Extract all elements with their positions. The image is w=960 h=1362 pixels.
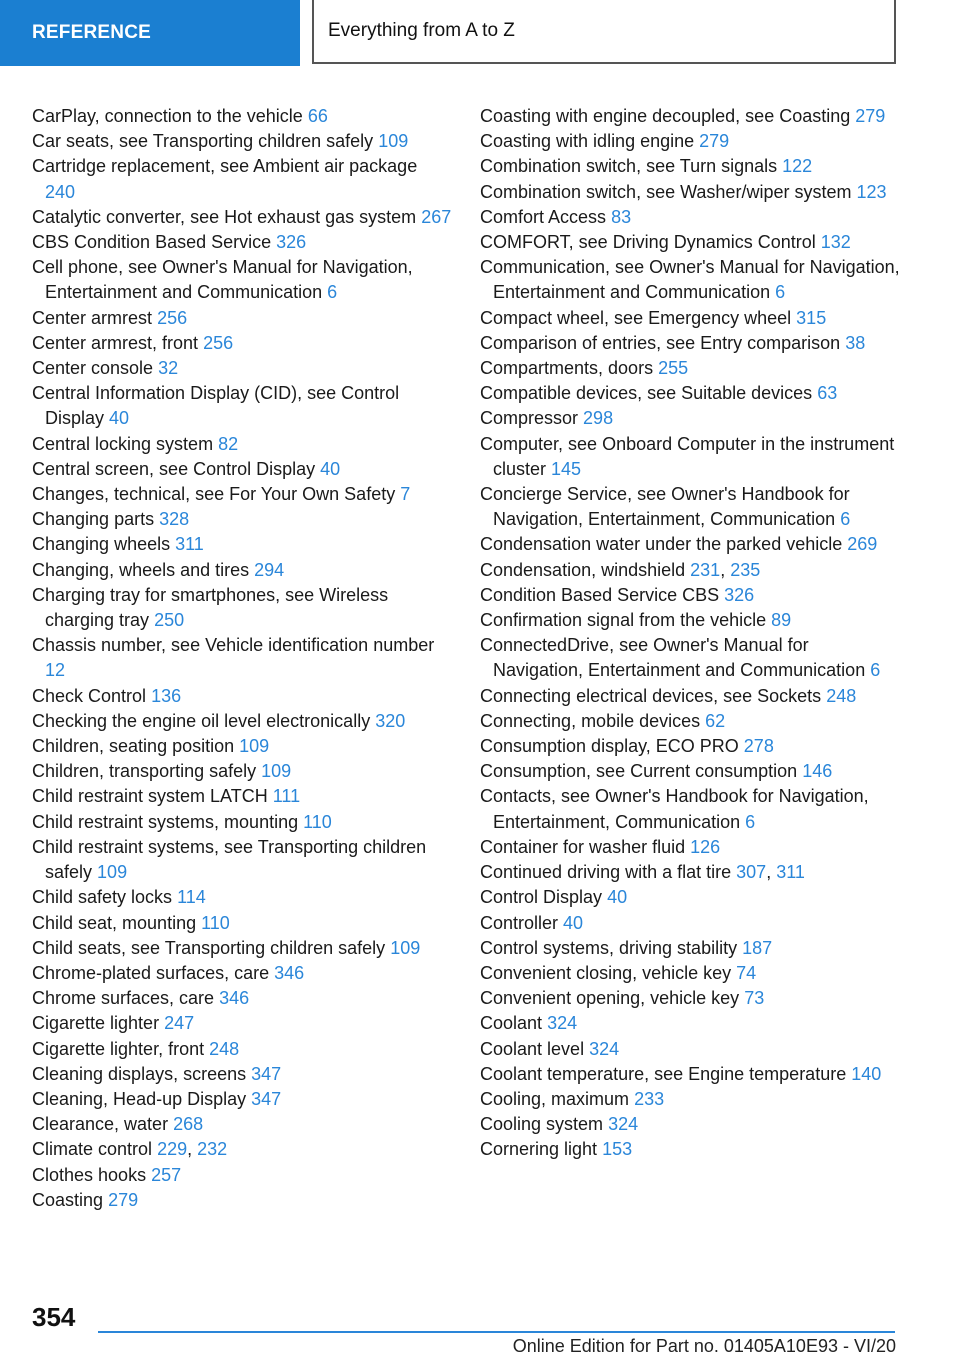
page-reference-link[interactable]: 235 (730, 559, 761, 580)
page-reference-link[interactable]: 123 (856, 181, 887, 202)
index-entry (32, 532, 452, 557)
page-reference-link[interactable]: 231 (690, 559, 721, 580)
index-entry-text: Children, seating position (32, 736, 235, 757)
index-entry-text: Convenient opening, vehicle key (480, 988, 740, 1009)
index-entry-text: Continued driving with a flat tire (480, 862, 732, 883)
index-entry (480, 255, 900, 305)
index-entry (32, 835, 452, 885)
page-reference-link[interactable]: 111 (272, 786, 301, 807)
index-entry (32, 432, 452, 457)
page-reference-link[interactable]: 74 (736, 962, 757, 983)
page-reference-link[interactable]: 257 (151, 1164, 182, 1185)
index-entry (32, 482, 452, 507)
index-entry (480, 734, 900, 759)
page-reference-link[interactable]: 250 (154, 610, 185, 631)
index-entry (32, 230, 452, 255)
index-entry (32, 986, 452, 1011)
page-reference-link[interactable]: 110 (201, 912, 230, 933)
index-entry-text: Child restraint system LATCH (32, 786, 268, 807)
index-entry (32, 709, 452, 734)
page-reference-link[interactable]: 248 (826, 685, 857, 706)
page-reference-link[interactable]: 40 (320, 458, 341, 479)
index-entry-text: Compartments, doors (480, 358, 654, 379)
index-entry-text: Condition Based Service CBS (480, 584, 720, 605)
index-entry-text: Climate control (32, 1139, 153, 1160)
index-entry (480, 381, 900, 406)
page-reference-link[interactable]: 229 (157, 1139, 188, 1160)
index-entry-text: COMFORT, see Driving Dynamics Control (480, 232, 816, 253)
index-entry-text: Center armrest, front (32, 332, 199, 353)
index-entry-text: Center armrest (32, 307, 153, 328)
section-title: Everything from A to Z (312, 0, 896, 64)
index-entry-text: Cooling, maximum (480, 1088, 630, 1109)
index-entry-text: Connecting, mobile devices (480, 710, 701, 731)
page-reference-link[interactable]: 73 (744, 988, 765, 1009)
page-reference-link[interactable]: 136 (151, 685, 182, 706)
index-entry-text: Central locking system (32, 433, 214, 454)
index-entry-text: Central screen, see Control Display (32, 458, 316, 479)
page-reference-link[interactable]: 269 (847, 534, 878, 555)
index-entry (480, 104, 900, 129)
index-entry (480, 482, 900, 532)
index-entry (32, 457, 452, 482)
page-reference-link[interactable]: 6 (840, 509, 851, 530)
page-reference-link[interactable]: 267 (421, 206, 452, 227)
index-entry (32, 129, 452, 154)
page-reference-link[interactable]: 347 (251, 1088, 282, 1109)
index-entry (480, 154, 900, 179)
index-entry-text: Charging tray for smartphones, see Wireless charging tray (32, 584, 389, 631)
index-entry-text: Compact wheel, see Emergency wheel (480, 307, 792, 328)
index-entry (32, 1087, 452, 1112)
index-entry-text: Check Control (32, 685, 147, 706)
page-reference-link[interactable]: 40 (607, 887, 628, 908)
index-entry (32, 583, 452, 633)
index-entry (480, 356, 900, 381)
page-reference-link[interactable]: 294 (254, 559, 285, 580)
page-reference-link[interactable]: 256 (203, 332, 234, 353)
page-reference-link[interactable]: 109 (261, 761, 292, 782)
index-entry (480, 306, 900, 331)
index-entry (32, 104, 452, 129)
index-entry (480, 1011, 900, 1036)
index-entry (32, 961, 452, 986)
index-entry-text: Consumption, see Current consumption (480, 761, 798, 782)
page-reference-link[interactable]: 347 (251, 1063, 282, 1084)
page-reference-link[interactable]: 6 (745, 811, 756, 832)
index-entry-text: Changes, technical, see For Your Own Safety (32, 484, 396, 505)
index-entry-text: Control Display (480, 887, 603, 908)
index-entry (480, 633, 900, 683)
index-entry (480, 230, 900, 255)
page-reference-link[interactable]: 40 (109, 408, 130, 429)
index-entry-text: Combination switch, see Turn signals (480, 156, 778, 177)
index-entry-text: Convenient closing, vehicle key (480, 962, 732, 983)
page-reference-link[interactable]: 324 (608, 1114, 639, 1135)
index-entry-text: Cleaning, Head-up Display (32, 1088, 247, 1109)
index-entry: Continued driving with a flat tire 307, 311 (480, 862, 805, 883)
index-entry-text: Combination switch, see Washer/wiper system (480, 181, 852, 202)
page-reference-link[interactable]: 66 (307, 106, 328, 126)
page-reference-link[interactable]: 145 (551, 458, 582, 479)
page-reference-link[interactable]: 146 (802, 761, 833, 782)
index-entry (480, 835, 900, 860)
page-reference-link[interactable]: 109 (239, 736, 270, 757)
index-entry-text: Coolant temperature, see Engine temperature (480, 1063, 847, 1084)
index-entry (480, 1062, 900, 1087)
page-reference-link[interactable]: 153 (602, 1139, 633, 1160)
index-column-left (32, 104, 452, 1213)
index-entry-text: Children, transporting safely (32, 761, 257, 782)
page-reference-link[interactable]: 346 (274, 962, 305, 983)
index-entry-text: Confirmation signal from the vehicle (480, 610, 767, 631)
index-entry (32, 331, 452, 356)
page-reference-link[interactable]: 279 (699, 131, 730, 152)
page-reference-link[interactable]: 114 (177, 887, 206, 908)
index-entry-text: Contacts, see Owner's Handbook for Navigation, Entertainment, Communication (480, 786, 869, 832)
page-reference-link[interactable]: 255 (658, 358, 689, 379)
page-reference-link[interactable]: 311 (175, 534, 204, 555)
index-entry-text: Condensation, windshield (480, 559, 686, 580)
index-entry-text: CarPlay, connection to the vehicle (32, 106, 303, 126)
page-reference-link[interactable]: 320 (375, 710, 406, 731)
index-entry (32, 1163, 452, 1188)
page-reference-link[interactable]: 110 (303, 811, 332, 832)
page-reference-link[interactable]: 32 (158, 358, 179, 379)
index-entry (32, 1011, 452, 1036)
index-entry (32, 734, 452, 759)
index-entry-text: Controller (480, 912, 559, 933)
page-reference-link[interactable]: 324 (547, 1013, 578, 1034)
index-entry-text: Changing parts (32, 509, 155, 530)
page-number: 354 (32, 1302, 76, 1332)
index-entry: Climate control 229, 232 (32, 1139, 228, 1160)
index-entry-text: Coolant level (480, 1038, 585, 1059)
footer-edition: Online Edition for Part no. 01405A10E93 - VI/20 (512, 1336, 896, 1356)
index-entry-text: Cooling system (480, 1114, 604, 1135)
index-entry-text: Child restraint systems, see Transporting children safely (32, 836, 427, 883)
page-reference-link[interactable]: 256 (157, 307, 188, 328)
page-reference-link[interactable]: 6 (327, 282, 338, 303)
index-entry-text: Child restraint systems, mounting (32, 811, 299, 832)
index-entry-text: Concierge Service, see Owner's Handbook for Navigation, Entertainment, Communication (480, 484, 850, 530)
index-entry-text: Connecting electrical devices, see Sockets (480, 685, 822, 706)
page-reference-link[interactable]: 233 (634, 1088, 665, 1109)
page-reference-link[interactable]: 247 (164, 1013, 195, 1034)
page-reference-link[interactable]: 40 (563, 912, 584, 933)
index-entry (32, 154, 452, 204)
page-reference-link[interactable]: 126 (690, 836, 721, 857)
index-entry (480, 961, 900, 986)
index-entry (32, 633, 452, 683)
page-reference-link[interactable]: 109 (378, 131, 409, 152)
index-column-right (480, 104, 900, 1163)
page-reference-link[interactable]: 240 (45, 181, 76, 202)
index-entry-text: Chrome surfaces, care (32, 988, 215, 1009)
page-reference-link[interactable]: 311 (776, 862, 805, 883)
index-entry (480, 406, 900, 431)
index-entry-text: Coasting with engine decoupled, see Coasting (480, 106, 851, 126)
index-entry (32, 306, 452, 331)
index-entry (32, 1037, 452, 1062)
page-reference-link[interactable]: 298 (583, 408, 614, 429)
page-reference-link[interactable]: 7 (400, 484, 411, 505)
page-reference-link[interactable]: 83 (611, 206, 632, 227)
index-entry-text: Computer, see Onboard Computer in the instrument cluster (480, 433, 895, 479)
page-reference-link[interactable]: 278 (743, 736, 774, 757)
index-entry (480, 1137, 900, 1162)
page-reference-link[interactable]: 326 (276, 232, 307, 253)
index-entry-text: Clothes hooks (32, 1164, 147, 1185)
index-entry-text: Car seats, see Transporting children safely (32, 131, 374, 152)
index-entry-text: Child seats, see Transporting children safely (32, 937, 386, 958)
page-reference-link[interactable]: 89 (771, 610, 792, 631)
index-entry (480, 331, 900, 356)
page-header (0, 0, 960, 68)
index-entry-text: Changing wheels (32, 534, 171, 555)
index-entry-text: Clearance, water (32, 1114, 169, 1135)
page-reference-link[interactable]: 328 (159, 509, 190, 530)
index-entry (480, 432, 900, 482)
index-entry (480, 911, 900, 936)
index-entry (32, 1112, 452, 1137)
page-reference-link[interactable]: 279 (855, 106, 886, 126)
page-reference-link[interactable]: 326 (724, 584, 755, 605)
page-reference-link[interactable]: 324 (589, 1038, 620, 1059)
index-entry-text: Checking the engine oil level electronically (32, 710, 371, 731)
index-entry (32, 507, 452, 532)
index-entry (480, 709, 900, 734)
index-entry-text: Cell phone, see Owner's Manual for Navigation, Entertainment and Communication (32, 257, 413, 303)
index-entry-text: Cleaning displays, screens (32, 1063, 247, 1084)
index-entry (32, 684, 452, 709)
index-entry (480, 180, 900, 205)
index-entry-text: Compressor (480, 408, 579, 429)
index-entry-text: Condensation water under the parked vehicle (480, 534, 843, 555)
index-entry-text: Comfort Access (480, 206, 607, 227)
index-entry (32, 558, 452, 583)
index-entry-text: Coasting with idling engine (480, 131, 695, 152)
section-tab: REFERENCE (0, 0, 300, 66)
index-entry (32, 1188, 452, 1213)
index-entry-text: Child safety locks (32, 887, 173, 908)
page-reference-link[interactable]: 307 (736, 862, 767, 883)
page-reference-link[interactable]: 109 (97, 862, 128, 883)
index-entry (480, 684, 900, 709)
page-reference-link[interactable]: 38 (845, 332, 866, 353)
page-reference-link[interactable]: 122 (782, 156, 813, 177)
index-entry (32, 255, 452, 305)
index-entry (480, 784, 900, 834)
page-reference-link[interactable]: 109 (390, 937, 421, 958)
index-entry (480, 1037, 900, 1062)
page-reference-link[interactable]: 232 (197, 1139, 228, 1160)
index-entry (480, 129, 900, 154)
index-entry (32, 810, 452, 835)
page-reference-link[interactable]: 140 (851, 1063, 882, 1084)
page-reference-link[interactable]: 279 (108, 1189, 139, 1210)
index-entry-text: Changing, wheels and tires (32, 559, 250, 580)
index-entry (32, 936, 452, 961)
index-entry (480, 936, 900, 961)
page-reference-link[interactable]: 62 (705, 710, 726, 731)
index-entry (32, 911, 452, 936)
index-entry-text: Communication, see Owner's Manual for Navigation, Entertainment and Communication (480, 257, 900, 303)
footer-divider (98, 1331, 895, 1333)
page-reference-link[interactable]: 6 (775, 282, 786, 303)
index-entry-text: Consumption display, ECO PRO (480, 736, 739, 757)
index-entry (32, 381, 452, 431)
index-entry-text: Cartridge replacement, see Ambient air package (32, 156, 418, 177)
index-entry (480, 885, 900, 910)
index-entry (480, 608, 900, 633)
index-entry (480, 1087, 900, 1112)
index-entry-text: Child seat, mounting (32, 912, 197, 933)
index-entry (32, 205, 452, 230)
index-entry-text: Container for washer fluid (480, 836, 686, 857)
page-reference-link[interactable]: 315 (796, 307, 827, 328)
index-entry (32, 784, 452, 809)
index-entry-text: Control systems, driving stability (480, 937, 738, 958)
index-entry (32, 885, 452, 910)
index-entry (32, 356, 452, 381)
index-entry (480, 1112, 900, 1137)
index-entry-text: CBS Condition Based Service (32, 232, 272, 253)
index-entry-text: Chassis number, see Vehicle identification number (32, 635, 435, 656)
index-entry (480, 583, 900, 608)
index-entry-text: Coolant (480, 1013, 543, 1034)
page-reference-link[interactable]: 6 (870, 660, 881, 681)
index-entry-text: ConnectedDrive, see Owner's Manual for Navigation, Entertainment and Communication (480, 635, 866, 681)
page-reference-link[interactable]: 187 (742, 937, 773, 958)
page-reference-link[interactable]: 268 (173, 1114, 204, 1135)
page-reference-link[interactable]: 63 (817, 383, 838, 404)
index-entry-text: Coasting (32, 1189, 104, 1210)
page-reference-link[interactable]: 12 (45, 660, 66, 681)
page-reference-link[interactable]: 248 (209, 1038, 240, 1059)
index-entry (32, 759, 452, 784)
index-entry (480, 532, 900, 557)
index-entry-text: Comparison of entries, see Entry comparison (480, 332, 841, 353)
index-entry-text: Compatible devices, see Suitable devices (480, 383, 813, 404)
page-reference-link[interactable]: 132 (820, 232, 851, 253)
index-entry-text: Cigarette lighter (32, 1013, 160, 1034)
index-entry-text: Central Information Display (CID), see Control Display (32, 383, 400, 429)
index-entry (480, 986, 900, 1011)
index-entry-text: Cornering light (480, 1139, 598, 1160)
index-entry-text: Catalytic converter, see Hot exhaust gas system (32, 206, 417, 227)
index-entry: Condensation, windshield 231, 235 (480, 559, 761, 580)
index-entry (32, 1062, 452, 1087)
index-entry-text: Chrome-plated surfaces, care (32, 962, 270, 983)
index-entry-text: Cigarette lighter, front (32, 1038, 205, 1059)
page-reference-link[interactable]: 346 (219, 988, 250, 1009)
index-entry-text: Center console (32, 358, 154, 379)
index-entry (480, 205, 900, 230)
page-reference-link[interactable]: 82 (218, 433, 239, 454)
index-entry (480, 759, 900, 784)
